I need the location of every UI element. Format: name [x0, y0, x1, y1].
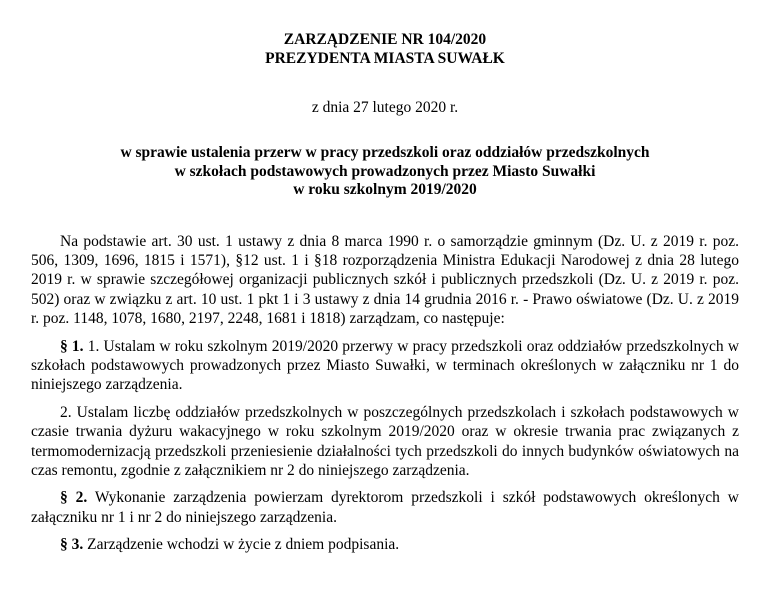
document-title — [31, 30, 739, 68]
document-page — [31, 30, 739, 555]
document-body — [31, 232, 739, 555]
section-1-text: 1. Ustalam w roku szkolnym 2019/2020 przerwy w pracy przedszkoli oraz oddziałów przedszkolnych w szkołach podstawowych prowadzonych przez Miasto Suwałki, w terminach określonych w załączniku nr 1 do niniejszego zarządzenia. — [31, 337, 740, 394]
section-3-text: Zarządzenie wchodzi w życie z dniem podpisania. — [83, 536, 400, 554]
subject-line-2: w szkołach podstawowych prowadzonych przez Miasto Suwałki — [174, 162, 596, 180]
subject-line-3: w roku szkolnym 2019/2020 — [293, 181, 477, 198]
section-2-paragraph — [31, 488, 739, 527]
section-1-paragraph-1 — [31, 337, 739, 395]
document-date: z dnia 27 lutego 2020 r. — [311, 99, 459, 116]
section-2-label: § 2. — [60, 489, 88, 507]
title-line-1: ZARZĄDZENIE NR 104/2020 — [283, 31, 487, 48]
document-subject — [31, 144, 739, 200]
section-1-paragraph-2: 2. Ustalam liczbę oddziałów przedszkolnych w poszczególnych przedszkolach i szkołach podstawowych w czasie trwania dyżuru wakacyjnego w roku szkolnym 2019/2020 oraz w okresie trwania prac związanych z termomodernizacją przedszkoli przeniesienie działalności tych przedszkoli do innych budynków oświatowych na czas remontu, zgodnie z załącznikiem nr 2 do niniejszego zarządzenia. — [31, 403, 739, 479]
section-1-label: § 1. — [60, 337, 84, 355]
section-2-text: Wykonanie zarządzenia powierzam dyrektorom przedszkoli i szkół podstawowych określonych w załączniku nr 1 i nr 2 do niniejszego zarządzenia. — [31, 489, 739, 526]
title-line-2: PREZYDENTA MIASTA SUWAŁK — [265, 50, 505, 67]
preamble-paragraph: Na podstawie art. 30 ust. 1 ustawy z dnia 8 marca 1990 r. o samorządzie gminnym (Dz. U. z 2019 r. poz. 506, 1309, 1696, 1815 i 1571), §12 ust. 1 i §18 rozporządzenia Ministra Edukacji Narodowej z dnia 28 lutego 2019 r. w sprawie szczegółowej organizacji publicznych szkół i publicznych przedszkoli (Dz. U. z 2019 r. poz. 502) oraz w związku z art. 10 ust. 1 pkt 1 i 3 ustawy z dnia 14 grudnia 2016 r. - Prawo oświatowe (Dz. U. z 2019 r. poz. 1148, 1078, 1680, 2197, 2248, 1681 i 1818) zarządzam, co następuje: — [31, 232, 739, 328]
section-3-label: § 3. — [60, 536, 84, 554]
section-3-paragraph — [31, 535, 739, 554]
subject-line-1: w sprawie ustalenia przerw w pracy przedszkoli oraz oddziałów przedszkolnych — [120, 144, 650, 161]
